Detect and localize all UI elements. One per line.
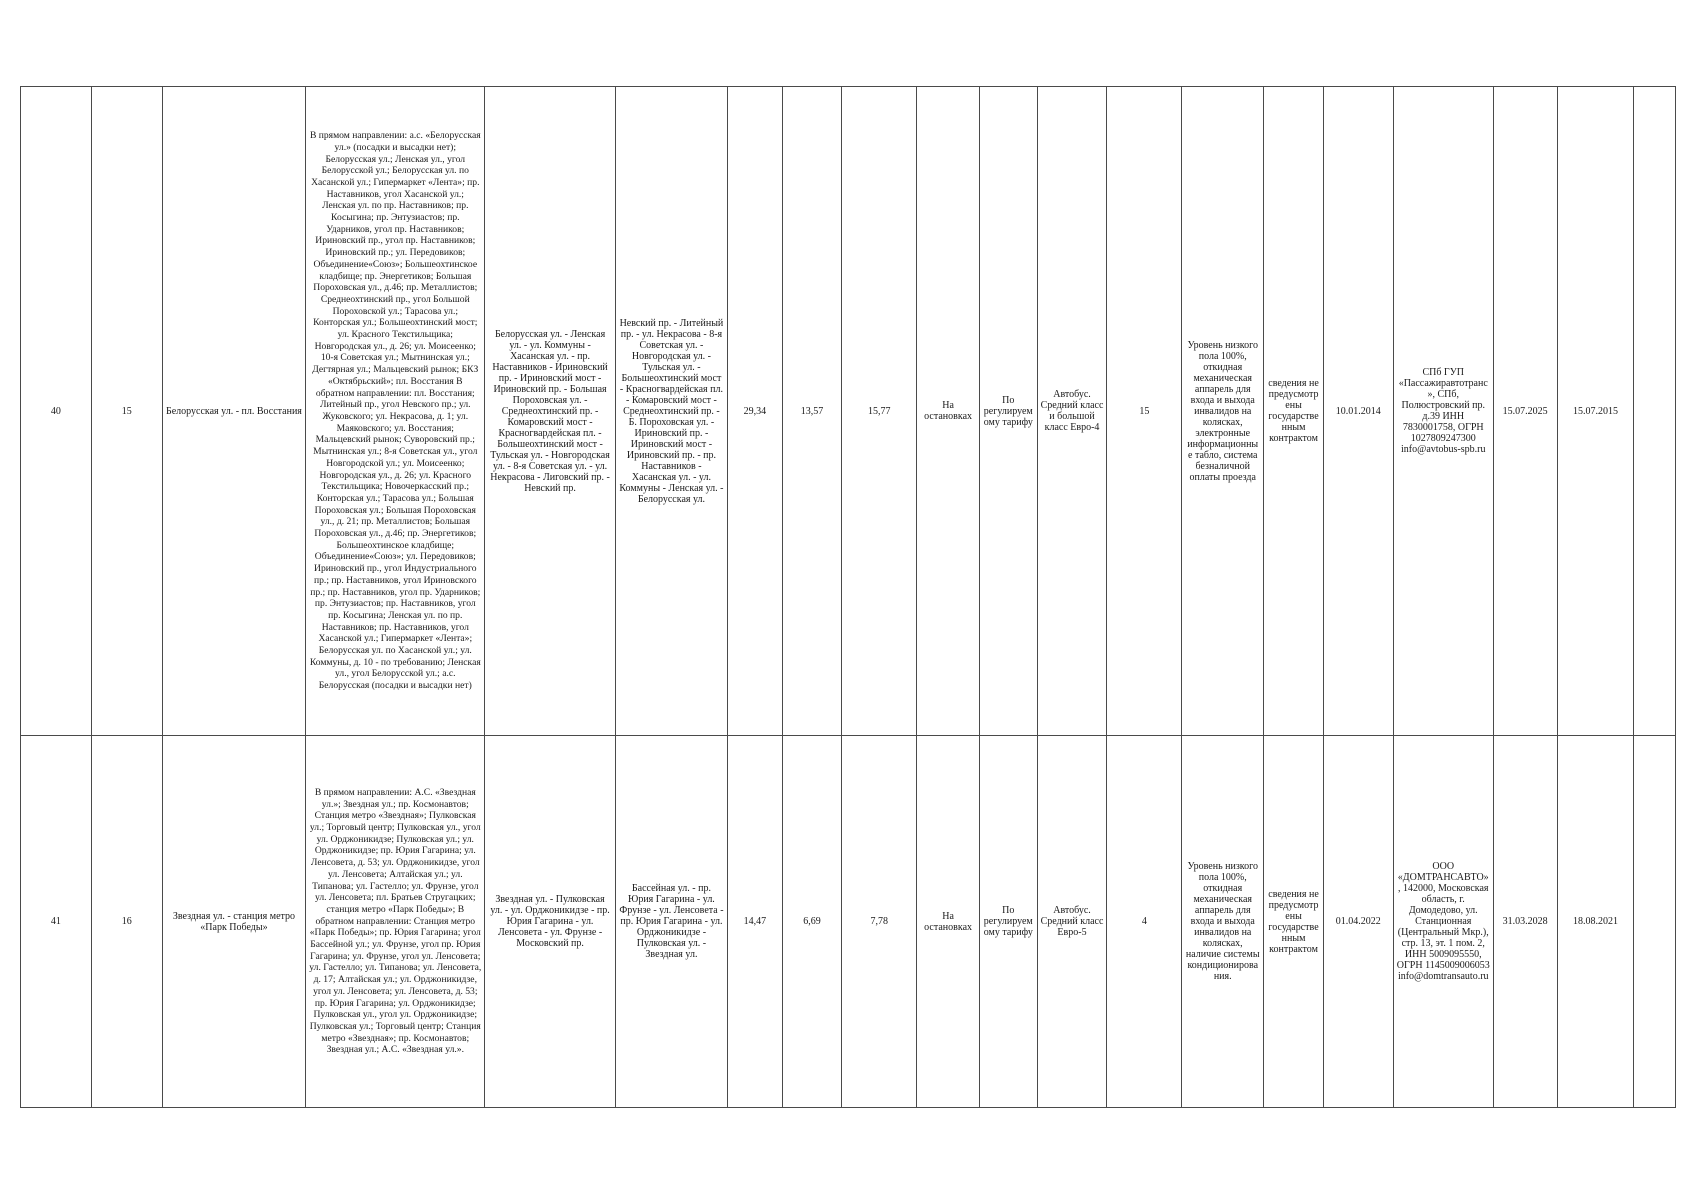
- route-registry-table: [20, 86, 1676, 1108]
- cell-length-total: 14,47: [728, 736, 783, 1108]
- cell-length-backward: 15,77: [842, 87, 917, 736]
- cell-extra: [1634, 87, 1676, 736]
- cell-length-backward: 7,78: [842, 736, 917, 1108]
- cell-route-number: 16: [91, 736, 162, 1108]
- cell-notes: сведения не предусмотрены государственным контрактом: [1264, 87, 1324, 736]
- cell-characteristics: Уровень низкого пола 100%, откидная механическая аппарель для входа и выхода инвалидов на колясках, наличие системы кондиционирования.: [1182, 736, 1264, 1108]
- table-row: [21, 87, 1676, 736]
- cell-end-date: 15.07.2025: [1493, 87, 1557, 736]
- cell-stop-order: На остановках: [917, 87, 980, 736]
- cell-characteristics: Уровень низкого пола 100%, откидная механическая аппарель для входа и выхода инвалидов на колясках, электронные информационные табло, система безналичной оплаты проезда: [1182, 87, 1264, 736]
- cell-streets-forward: Белорусская ул. - Ленская ул. - ул. Коммуны - Хасанская ул. - пр. Наставников - Ириновский пр. - Ириновский мост - Ириновский пр. - Большая Пороховская ул. - Среднеохтинский пр. - Комаровский мост - Красногвардейская пл. - Большеохтинский мост - Тульская ул. - Новгородская ул. - 8-я Советская ул. - ул. Некрасова - Лиговский пр. - Невский пр.: [485, 87, 615, 736]
- cell-length-total: 29,34: [728, 87, 783, 736]
- cell-extra: [1634, 736, 1676, 1108]
- cell-vehicle: Автобус. Средний класс Евро-5: [1037, 736, 1107, 1108]
- cell-stops: В прямом направлении: а.с. «Белорусская ул.» (посадки и высадки нет); Белорусская ул.; Ленская ул., угол Белорусской ул.; Белорусская ул. по Хасанской ул.; Гипермаркет «Лента»; пр. Наставников, угол Хасанской ул.; Ленская ул. по пр. Наставников; пр. Косыгина; пр. Энтузиастов; пр. Ударников, угол пр. Наставников; Ириновский пр., угол пр. Наставников; Ириновский пр.; ул. Передовиков; Объединение«Союз»; Большеохтинское кладбище; пр. Энергетиков; Большая Пороховская ул., д.46; пр. Металлистов; Среднеохтинский пр., угол Большой Пороховской ул.; Тарасова ул.; Конторская ул.; Большеохтинский мост; ул. Красного Текстильщика; Новгородская ул., д. 26; ул. Моисеенко; 10-я Советская ул.; Мытнинская ул.; Дегтярная ул.; Мальцевский рынок; БКЗ «Октябрьский»; пл. Восстания В обратном направлении: пл. Восстания; Литейный пр., угол Невского пр.; ул. Жуковского; ул. Некрасова, д. 1; ул. Маяковского; ул. Восстания; Мальцевский рынок; Суворовский пр.; Мытнинская ул.; 8-я Советская ул., угол Новгородской ул.; ул. Моисеенко; Новгородская ул., д. 26; ул. Красного Текстильщика; Новочеркасский пр.; Конторская ул.; Тарасова ул.; Большая Пороховская ул.; Большая Пороховская ул., д. 21; пр. Металлистов; Большая Пороховская ул., д.46; пр. Энергетиков; Большеохтинское кладбище; Объединение«Союз»; ул. Передовиков; Ириновский пр., угол Индустриального пр.; пр. Наставников, угол Ириновского пр.; пр. Наставников, угол пр. Ударников; пр. Энтузиастов; пр. Наставников, угол пр. Косыгина; Ленская ул. по пр. Наставников; пр. Наставников, угол Хасанской ул.; Гипермаркет «Лента»; Белорусская ул. по Хасанской ул.; ул. Коммуны, д. 10 - по требованию; Ленская ул., угол Белорусской ул.; а.с. Белорусская (посадки и высадки нет): [306, 87, 485, 736]
- table-row: [21, 736, 1676, 1108]
- cell-carrier: СПб ГУП «Пассажиравтотранс», СПб, Полюстровский пр. д.39 ИНН 7830001758, ОГРН 1027809247300 info@avtobus-spb.ru: [1393, 87, 1493, 736]
- cell-stop-order: На остановках: [917, 736, 980, 1108]
- cell-streets-forward: Звездная ул. - Пулковская ул. - ул. Орджоникидзе - пр. Юрия Гагарина - ул. Ленсовета - ул. Фрунзе - Московский пр.: [485, 736, 615, 1108]
- cell-tariff: По регулируемому тарифу: [979, 736, 1037, 1108]
- cell-start-date: 10.01.2014: [1323, 87, 1393, 736]
- cell-contract-date: 18.08.2021: [1557, 736, 1634, 1108]
- cell-vehicle: Автобус. Средний класс и большой класс Евро-4: [1037, 87, 1107, 736]
- cell-number: 40: [21, 87, 92, 736]
- cell-start-date: 01.04.2022: [1323, 736, 1393, 1108]
- cell-tariff: По регулируемому тарифу: [979, 87, 1037, 736]
- cell-route-number: 15: [91, 87, 162, 736]
- cell-route-name: Звездная ул. - станция метро «Парк Победы»: [162, 736, 306, 1108]
- cell-vehicle-count: 4: [1107, 736, 1182, 1108]
- cell-vehicle-count: 15: [1107, 87, 1182, 736]
- cell-length-forward: 13,57: [782, 87, 842, 736]
- cell-contract-date: 15.07.2015: [1557, 87, 1634, 736]
- cell-streets-backward: Бассейная ул. - пр. Юрия Гагарина - ул. Фрунзе - ул. Ленсовета - пр. Юрия Гагарина - ул. Орджоникидзе - Пулковская ул. - Звездная ул.: [615, 736, 727, 1108]
- cell-length-forward: 6,69: [782, 736, 842, 1108]
- cell-notes: сведения не предусмотрены государственным контрактом: [1264, 736, 1324, 1108]
- cell-stops: В прямом направлении: А.С. «Звездная ул.»; Звездная ул.; пр. Космонавтов; Станция метро «Звездная»; Пулковская ул.; Торговый центр; Пулковская ул., угол ул. Орджоникидзе; Пулковская ул.; ул. Орджоникидзе; пр. Юрия Гагарина; ул. Ленсовета, д. 53; ул. Орджоникидзе, угол ул. Ленсовета; Алтайская ул.; ул. Типанова; ул. Гастелло; ул. Фрунзе, угол ул. Ленсовета; пл. Братьев Стругацких; станция метро «Парк Победы»; В обратном направлении: Станция метро «Парк Победы»; пр. Юрия Гагарина; угол Бассейной ул.; ул. Фрунзе, угол пр. Юрия Гагарина; ул. Фрунзе, угол ул. Ленсовета; ул. Гастелло; ул. Типанова; ул. Ленсовета, д. 17; Алтайская ул.; ул. Орджоникидзе, угол ул. Ленсовета; ул. Ленсовета, д. 53; пр. Юрия Гагарина; ул. Орджоникидзе; Пулковская ул., угол ул. Орджоникидзе; Пулковская ул.; Торговый центр; Станция метро «Звездная»; пр. Космонавтов; Звездная ул.; А.С. «Звездная ул.».: [306, 736, 485, 1108]
- cell-number: 41: [21, 736, 92, 1108]
- cell-streets-backward: Невский пр. - Литейный пр. - ул. Некрасова - 8-я Советская ул. - Новгородская ул. - Тульская ул. - Большеохтинский мост - Красногвардейская пл. - Комаровский мост - Среднеохтинский пр. - Б. Пороховская ул. - Ириновский пр. - Ириновский мост - Ириновский пр. - пр. Наставников - Хасанская ул. - ул. Коммуны - Ленская ул. - Белорусская ул.: [615, 87, 727, 736]
- cell-carrier: ООО «ДОМТРАНСАВТО», 142000, Московская область, г. Домодедово, ул. Станционная (Центральный Мкр.), стр. 13, эт. 1 пом. 2, ИНН 5009095550, ОГРН 1145009006053 info@domtransauto.ru: [1393, 736, 1493, 1108]
- cell-route-name: Белорусская ул. - пл. Восстания: [162, 87, 306, 736]
- cell-end-date: 31.03.2028: [1493, 736, 1557, 1108]
